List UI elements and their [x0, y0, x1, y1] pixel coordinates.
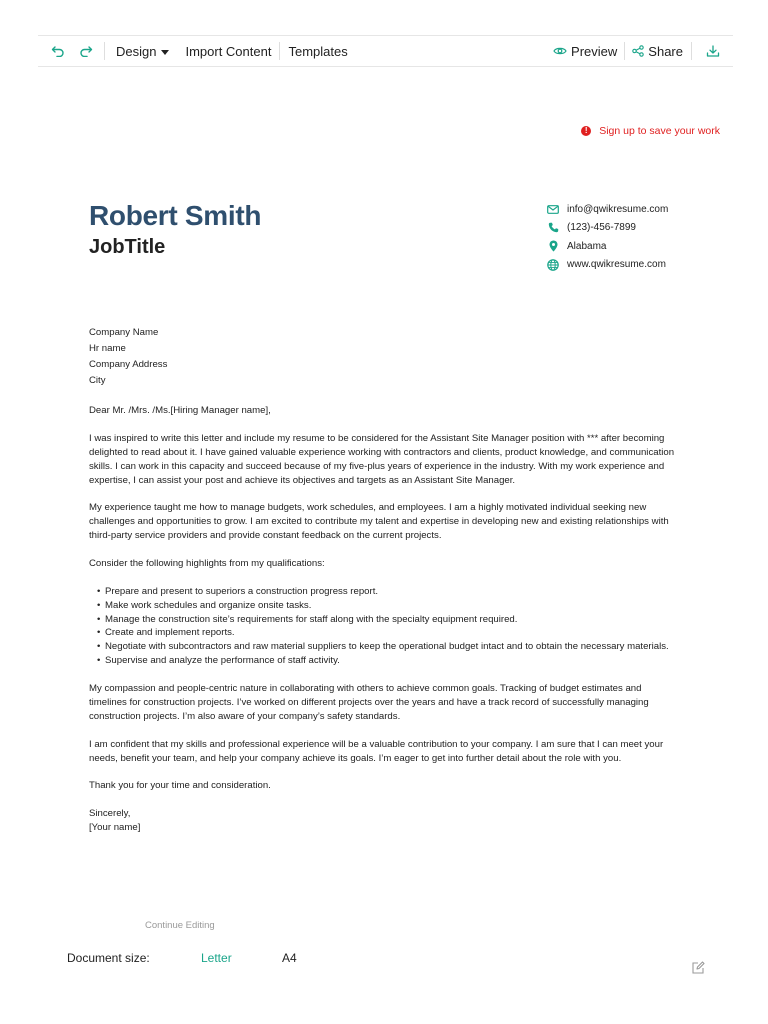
address-line: City [89, 375, 106, 386]
templates-button[interactable] [288, 44, 347, 59]
phone-text: (123)-456-7899 [567, 222, 636, 234]
undo-icon [51, 45, 65, 57]
a4-size-option[interactable]: A4 [282, 951, 297, 965]
list-item: • Supervise and analyze the performance of staff activity. [97, 654, 679, 668]
import-content-label: Import Content [185, 43, 272, 59]
undo-button[interactable] [46, 39, 70, 63]
redo-icon [79, 45, 93, 57]
closing-line: Sincerely, [89, 808, 131, 820]
cover-letter-body[interactable] [89, 325, 679, 835]
list-item: • Prepare and present to superiors a construction progress report. [97, 585, 679, 599]
website-text: www.qwikresume.com [567, 259, 666, 271]
caret-down-icon [161, 50, 169, 55]
list-item: • Manage the construction site’s requirements for staff along with the specialty equipment required. [97, 613, 679, 627]
edit-icon[interactable] [690, 960, 706, 976]
toolbar-divider [624, 42, 625, 60]
toolbar-divider [691, 42, 692, 60]
paragraph: I am confident that my skills and professional experience will be a valuable contribution to your company. I am sure that I can meet your needs, benefit your team, and help your company achieve its goals. I’m eager to get into further detail about the role with you. [89, 738, 664, 764]
signup-notice[interactable] [581, 125, 720, 137]
toolbar-divider [104, 42, 105, 60]
list-item: • Negotiate with subcontractors and raw material suppliers to keep the operational budget intact and to obtain the necessary materials. [97, 640, 679, 654]
alert-icon: ! [581, 126, 591, 136]
download-button[interactable] [701, 39, 725, 63]
share-label: Share [648, 43, 683, 59]
list-item: • Make work schedules and organize onsite tasks. [97, 599, 679, 613]
redo-button[interactable] [74, 39, 98, 63]
email-icon [546, 202, 560, 216]
editor-toolbar [38, 35, 733, 67]
qualifications-list [97, 585, 679, 668]
list-item: • Create and implement reports. [97, 626, 679, 640]
contact-info [546, 200, 668, 274]
continue-editing-link[interactable]: Continue Editing [145, 920, 215, 931]
globe-icon [546, 258, 560, 272]
preview-label: Preview [571, 43, 618, 59]
paragraph: I was inspired to write this letter and include my resume to be considered for the Assistant Site Manager position with *** after becoming delighted to read about it. I have gained valuable experience working with contractors and clients, product knowledge, and communication skills. I can work in this capacity and succeed because of my five-plus years of experience in the industry. With my work experience and expertise, I can assist your post and achieve its objectives and targets as an Assistant Site Manager. [89, 432, 675, 486]
paragraph: My compassion and people-centric nature in collaborating with others to achieve common goals. Tracking of budget estimates and timelines for construction projects. I’ve worked on different projects over the years and have a track record of successfully managing construction projects. I’m also aware of your company’s safety standards. [89, 683, 649, 722]
preview-button[interactable] [553, 44, 617, 59]
toolbar-divider [279, 42, 280, 60]
design-label: Design [116, 43, 157, 59]
eye-icon [553, 46, 567, 56]
recipient-address [89, 325, 679, 389]
location-text: Alabama [567, 240, 607, 252]
templates-label: Templates [288, 43, 348, 59]
address-line: Company Name [89, 327, 159, 338]
contact-location[interactable] [546, 237, 668, 256]
map-pin-icon [546, 239, 560, 253]
applicant-name[interactable]: Robert Smith [89, 200, 262, 231]
design-dropdown[interactable] [116, 44, 169, 59]
thanks-line: Thank you for your time and consideration. [89, 780, 271, 792]
contact-email[interactable] [546, 200, 668, 219]
signup-text: Sign up to save your work [599, 125, 720, 137]
letter-size-option[interactable]: Letter [201, 951, 232, 965]
phone-icon [546, 221, 560, 235]
contact-phone[interactable] [546, 219, 668, 238]
import-content-button[interactable] [185, 44, 271, 59]
download-icon [706, 44, 720, 58]
salutation: Dear Mr. /Mrs. /Ms.[Hiring Manager name], [89, 405, 271, 416]
signature: [Your name] [89, 822, 141, 834]
share-button[interactable] [632, 44, 683, 59]
contact-website[interactable] [546, 256, 668, 275]
email-text: info@qwikresume.com [567, 203, 669, 215]
document-size-label: Document size: [67, 951, 150, 965]
address-line: Company Address [89, 359, 168, 370]
share-icon [632, 45, 644, 57]
address-line: Hr name [89, 343, 126, 354]
closing [89, 807, 679, 835]
job-title[interactable]: JobTitle [89, 236, 166, 258]
paragraph: My experience taught me how to manage budgets, work schedules, and employees. I am a highly motivated individual seeking new challenges and opportunities to grow. I am excited to contribute my talent and expertise in developing new and existing relationships with third-party service providers and provide constant feedback on the current projects. [89, 502, 669, 542]
highlights-intro: Consider the following highlights from my qualifications: [89, 557, 325, 569]
